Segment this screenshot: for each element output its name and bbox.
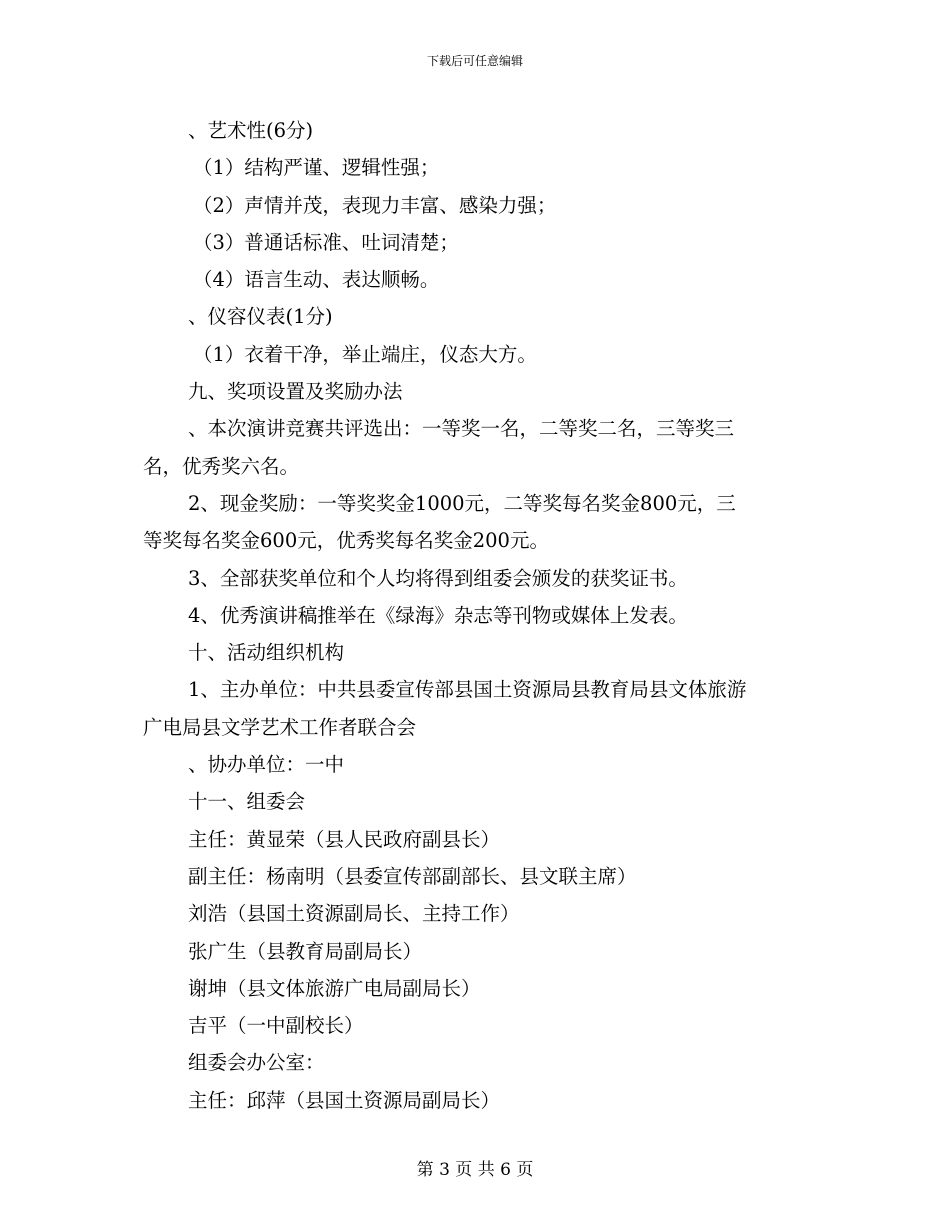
text-line: 等奖每名奖金600元，优秀奖每名奖金200元。 xyxy=(143,529,549,553)
page-footer: 第 3 页 共 6 页 xyxy=(416,1160,534,1180)
text-line: （1）衣着干净，举止端庄，仪态大方。 xyxy=(193,342,537,366)
text-line: （2）声情并茂，表现力丰富、感染力强； xyxy=(193,193,557,217)
text-line: 谢坤（县文体旅游广电局副局长） xyxy=(188,976,481,1000)
text-line: 4、优秀演讲稿推举在《绿海》杂志等刊物或媒体上发表。 xyxy=(188,603,688,627)
text-line: 3、全部获奖单位和个人均将得到组委会颁发的获奖证书。 xyxy=(188,566,688,590)
text-line: 、协办单位：一中 xyxy=(188,753,345,777)
text-line: 十、活动组织机构 xyxy=(188,641,345,665)
text-line: 1、主办单位：中共县委宣传部县国土资源局县教育局县文体旅游 xyxy=(188,678,747,702)
text-line: 副主任：杨南明（县委宣传部副部长、县文联主席） xyxy=(188,864,637,888)
text-line: 、艺术性(6分) xyxy=(188,119,314,142)
text-line: （3）普通话标准、吐词清楚； xyxy=(193,230,459,254)
text-line: 张广生（县教育局副局长） xyxy=(188,939,423,963)
text-line: 、仪容仪表(1分) xyxy=(188,305,333,329)
text-line: 十一、组委会 xyxy=(188,790,306,814)
text-line: 主任：邱萍（县国土资源局副局长） xyxy=(188,1088,501,1112)
text-line: 组委会办公室： xyxy=(188,1051,325,1075)
text-line: 刘浩（县国土资源副局长、主持工作） xyxy=(188,902,520,926)
text-line: 吉平（一中副校长） xyxy=(188,1014,364,1038)
text-line: （1）结构严谨、逻辑性强； xyxy=(193,156,440,180)
text-line: 、本次演讲竞赛共评选出：一等奖一名，二等奖二名，三等奖三 xyxy=(188,417,735,441)
text-line: 广电局县文学艺术工作者联合会 xyxy=(143,715,417,739)
text-line: 2、现金奖励：一等奖奖金1000元，二等奖每名奖金800元，三 xyxy=(188,491,736,515)
page-header: 下载后可任意编辑 xyxy=(426,54,523,68)
document-body xyxy=(143,112,805,1119)
text-line: 九、奖项设置及奖励办法 xyxy=(188,380,403,404)
text-line: 名，优秀奖六名。 xyxy=(143,454,300,478)
text-line: 主任：黄显荣（县人民政府副县长） xyxy=(188,827,501,851)
text-line: （4）语言生动、表达顺畅。 xyxy=(193,268,440,292)
